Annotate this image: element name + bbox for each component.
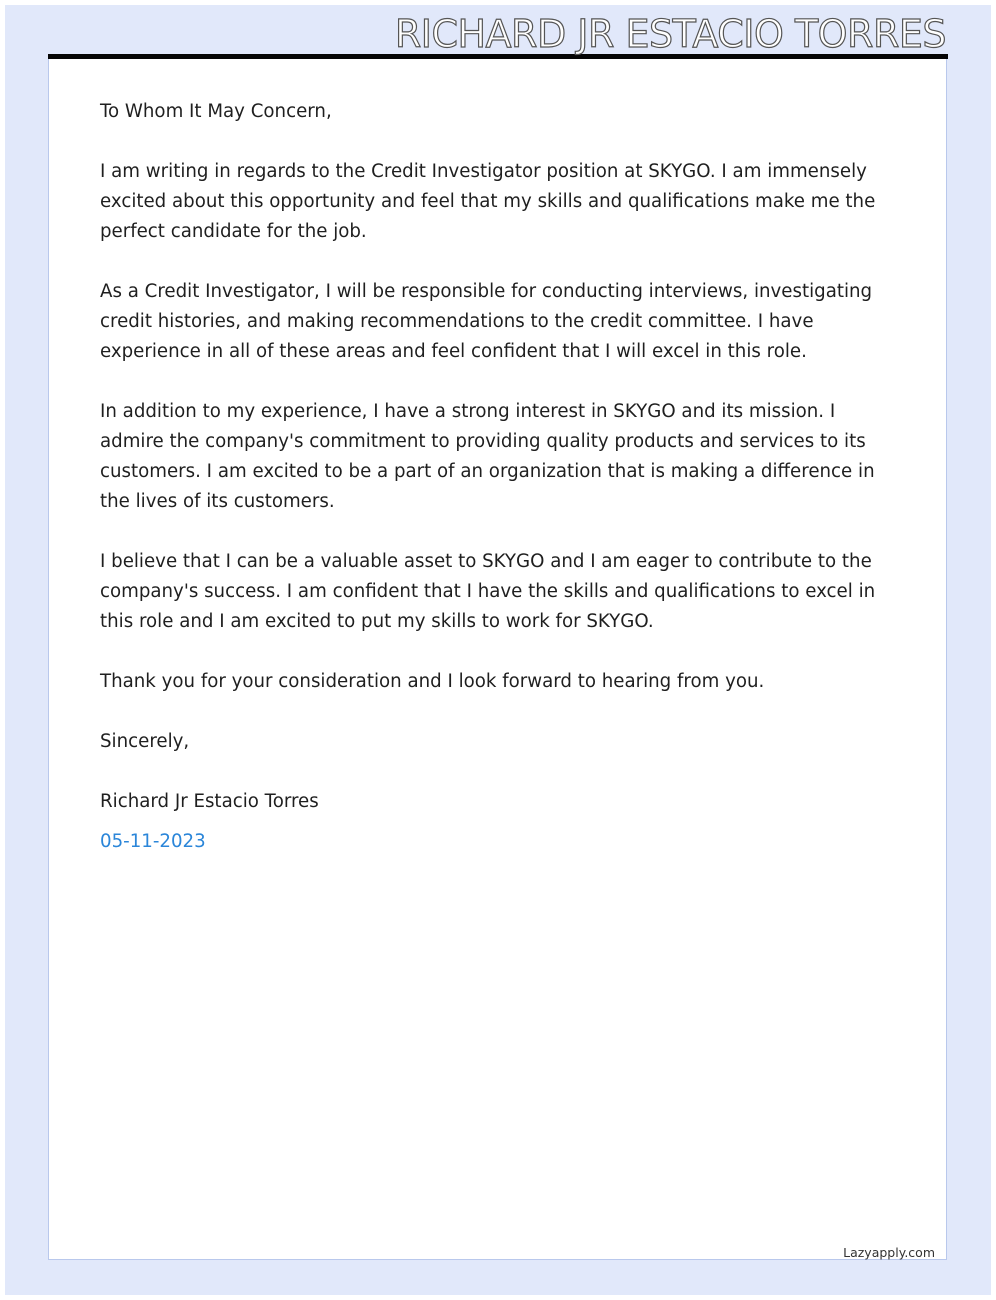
paragraph-value: I believe that I can be a valuable asset to SKYGO and I am eager to contribute to the company's success. I am confident that I have the skills and qualifications to excel in this role and I am excited to put my skills to work for SKYGO. [100,551,876,632]
letter-date: 05-11-2023 [100,831,206,852]
paragraph-intro: I am writing in regards to the Credit Investigator position at SKYGO. I am immensely excited about this opportunity and feel that my skills and qualifications make me the perfect candidate for the job. [100,161,876,242]
signature-name: Richard Jr Estacio Torres [100,791,319,812]
paragraph-company-interest: In addition to my experience, I have a strong interest in SKYGO and its mission. I admire the company's commitment to providing quality products and services to its customers. I am excited to be a part of an organization that is making a difference in the lives of its customers. [100,401,875,512]
paragraph-responsibilities: As a Credit Investigator, I will be responsible for conducting interviews, investigating credit histories, and making recommendations to the credit committee. I have experience in all of these areas and feel confident that I will excel in this role. [100,281,873,362]
cover-letter-body [100,97,900,857]
applicant-name-header: RICHARD JR ESTACIO TORRES [394,12,946,56]
footer-brand-link[interactable]: Lazyapply.com [843,1245,935,1260]
closing: Sincerely, [100,731,190,752]
paragraph-thanks: Thank you for your consideration and I look forward to hearing from you. [100,671,765,692]
salutation: To Whom It May Concern, [100,101,332,122]
